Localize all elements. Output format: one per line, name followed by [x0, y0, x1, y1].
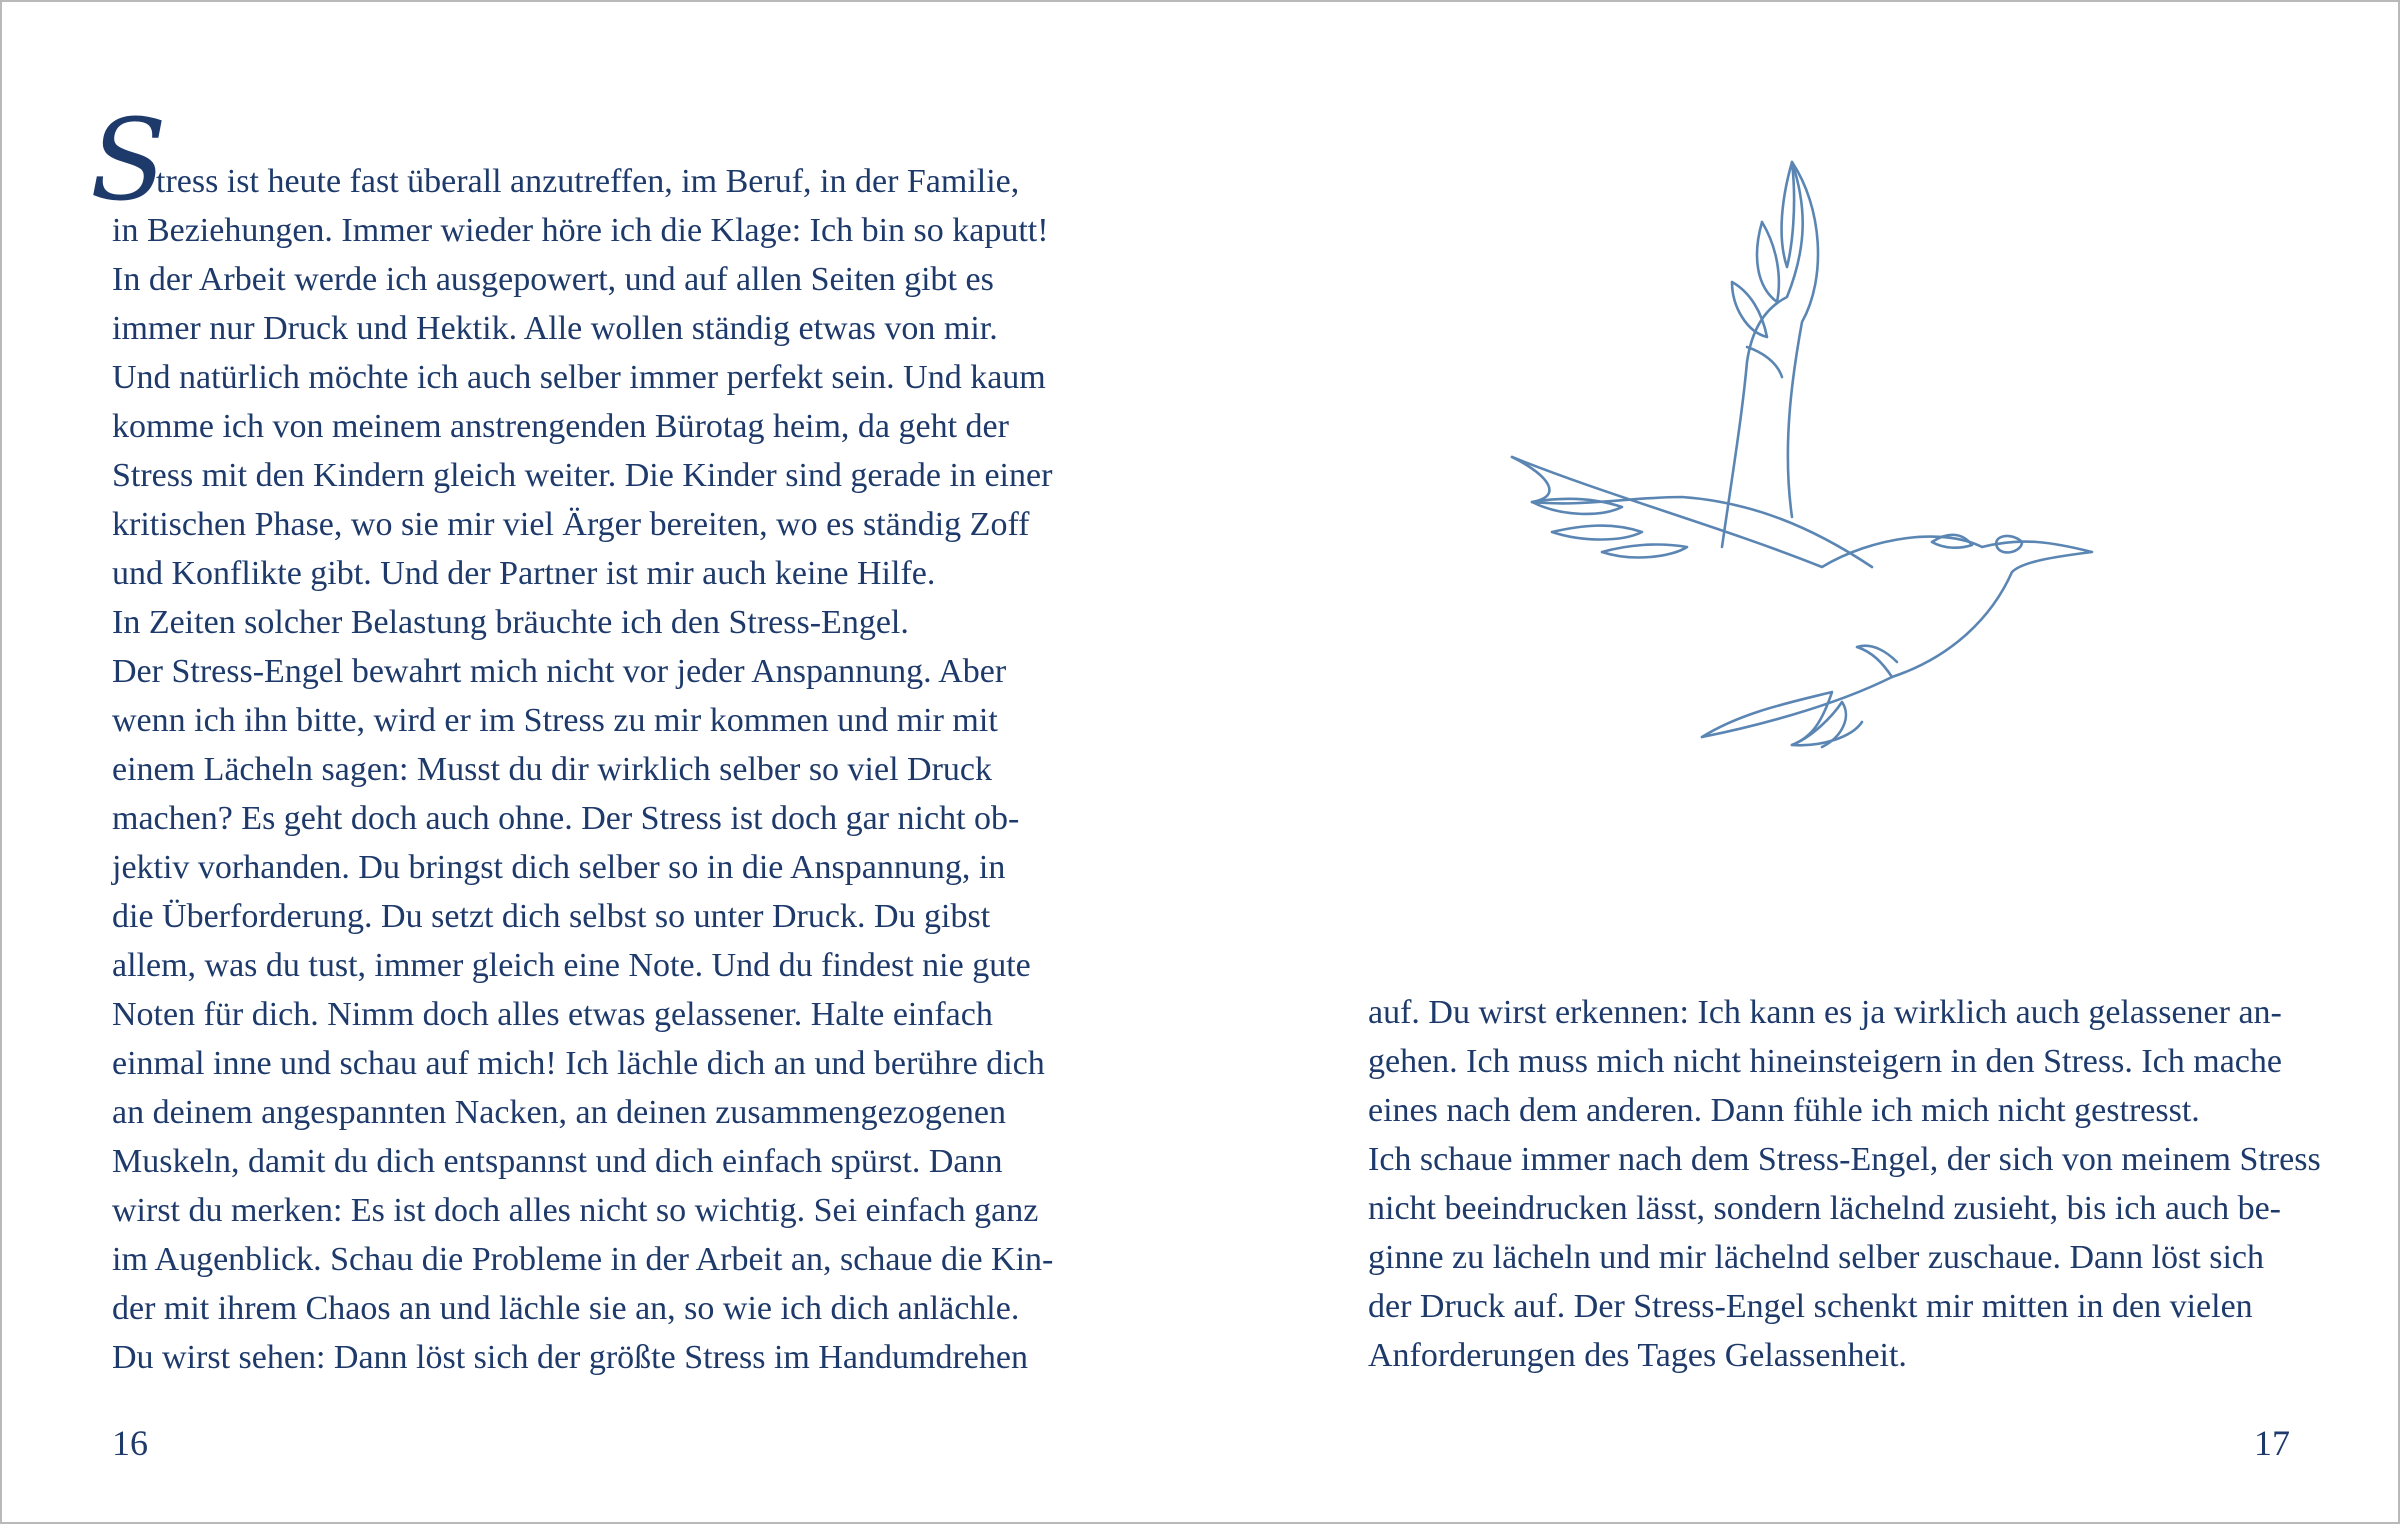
- leg-stroke: [1857, 646, 1897, 677]
- right-line: der Druck auf. Der Stress-Engel schenkt mir mitten in den vielen: [1368, 1288, 2253, 1325]
- left-line: Du wirst sehen: Dann löst sich der größte Stress im Handumdrehen: [112, 1339, 1028, 1376]
- left-line: Der Stress-Engel bewahrt mich nicht vor jeder Anspannung. Aber: [112, 653, 1007, 690]
- lower-wing-feather: [1602, 545, 1687, 558]
- lower-wing-feather: [1552, 526, 1642, 540]
- left-line: einmal inne und schau auf mich! Ich lächle dich an und berühre dich: [112, 1045, 1045, 1082]
- right-line: gehen. Ich muss mich nicht hineinsteigern in den Stress. Ich mache: [1368, 1043, 2282, 1080]
- left-line: komme ich von meinem anstrengenden Bürotag heim, da geht der: [112, 408, 1009, 445]
- upper-wing-feather: [1782, 162, 1795, 267]
- foot-stroke: [1792, 702, 1846, 747]
- page-number-left: 16: [112, 1423, 148, 1463]
- right-line: Anforderungen des Tages Gelassenheit.: [1368, 1337, 1907, 1374]
- upper-wing-feather: [1732, 282, 1767, 337]
- upper-wing-feather: [1747, 347, 1782, 377]
- drop-cap: S: [90, 96, 167, 226]
- body-stroke: [1512, 457, 2092, 737]
- bird-line-drawing-icon: [1492, 147, 2122, 757]
- left-line: Stress mit den Kindern gleich weiter. Die Kinder sind gerade in einer: [112, 457, 1053, 494]
- left-line: wirst du merken: Es ist doch alles nicht so wichtig. Sei einfach ganz: [112, 1192, 1039, 1229]
- left-page-text: [90, 96, 1054, 1382]
- right-line: nicht beeindrucken lässt, sondern lächelnd zusieht, bis ich auch be-: [1368, 1190, 2281, 1227]
- left-line: der mit ihrem Chaos an und lächle sie an, so wie ich dich anlächle.: [112, 1290, 1020, 1327]
- right-line: eines nach dem anderen. Dann fühle ich mich nicht gestresst.: [1368, 1092, 2200, 1129]
- left-line: immer nur Druck und Hektik. Alle wollen ständig etwas von mir.: [112, 310, 998, 347]
- upper-wing-feather: [1757, 222, 1779, 302]
- left-line: allem, was du tust, immer gleich eine Note. Und du findest nie gute: [112, 947, 1031, 984]
- left-line: jektiv vorhanden. Du bringst dich selber so in die Anspannung, in: [112, 849, 1006, 886]
- left-line: Und natürlich möchte ich auch selber immer perfekt sein. Und kaum: [112, 359, 1046, 396]
- right-line: Ich schaue immer nach dem Stress-Engel, der sich von meinem Stress: [1368, 1141, 2321, 1178]
- right-page-text: [1368, 988, 2321, 1380]
- left-line: Noten für dich. Nimm doch alles etwas gelassener. Halte einfach: [112, 996, 993, 1033]
- left-line: die Überforderung. Du setzt dich selbst so unter Druck. Du gibst: [112, 898, 991, 935]
- left-line: an deinem angespannten Nacken, an deinen zusammengezogenen: [112, 1094, 1007, 1131]
- upper-wing-stroke: [1722, 162, 1818, 547]
- left-line-1: [90, 96, 1053, 226]
- left-line: und Konflikte gibt. Und der Partner ist mir auch keine Hilfe.: [112, 555, 936, 592]
- left-line: machen? Es geht doch auch ohne. Der Stress ist doch gar nicht ob-: [112, 800, 1020, 837]
- left-line-1-text: tress ist heute fast überall anzutreffen, im Beruf, in der Familie,: [156, 163, 1020, 200]
- right-line: auf. Du wirst erkennen: Ich kann es ja wirklich auch gelassener an-: [1368, 994, 2282, 1031]
- left-line: in Beziehungen. Immer wieder höre ich die Klage: Ich bin so kaputt!: [112, 212, 1049, 249]
- page-number-right: 17: [2254, 1423, 2290, 1463]
- left-line: In der Arbeit werde ich ausgepowert, und auf allen Seiten gibt es: [112, 261, 994, 298]
- left-line: im Augenblick. Schau die Probleme in der Arbeit an, schaue die Kin-: [112, 1241, 1054, 1278]
- left-line: kritischen Phase, wo sie mir viel Ärger bereiten, wo es ständig Zoff: [112, 506, 1030, 543]
- right-line: ginne zu lächeln und mir lächelnd selber zuschaue. Dann löst sich: [1368, 1239, 2264, 1276]
- left-line: In Zeiten solcher Belastung bräuchte ich den Stress-Engel.: [112, 604, 909, 641]
- left-line: wenn ich ihn bitte, wird er im Stress zu mir kommen und mir mit: [112, 702, 998, 739]
- left-line: Muskeln, damit du dich entspannst und dich einfach spürst. Dann: [112, 1143, 1003, 1180]
- left-line: einem Lächeln sagen: Musst du dir wirklich selber so viel Druck: [112, 751, 992, 788]
